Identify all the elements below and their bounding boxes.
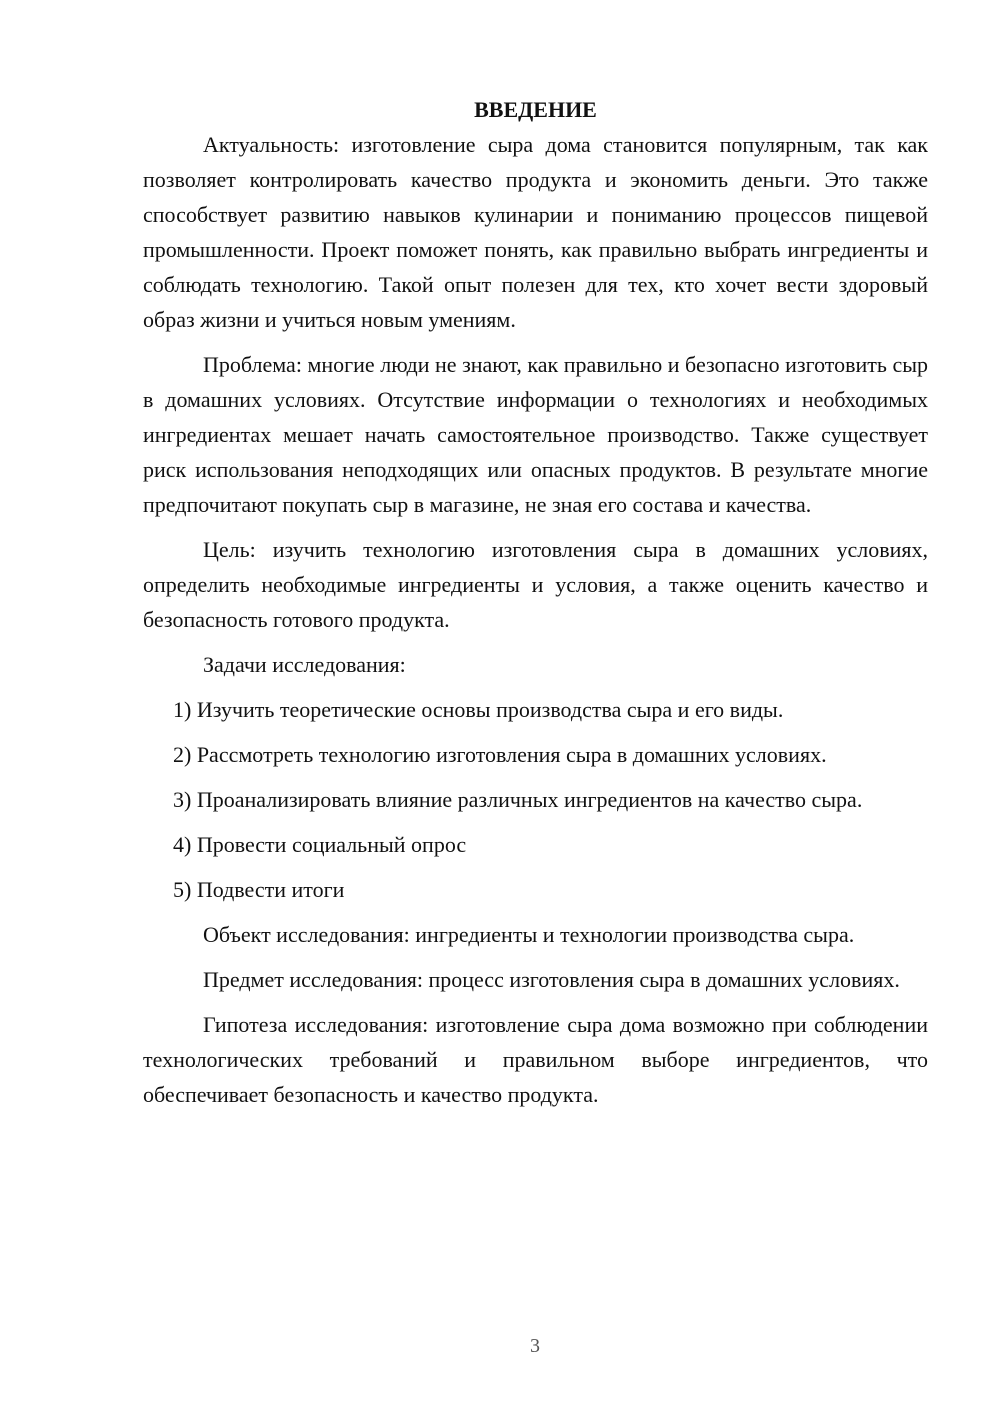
relevance-paragraph: Актуальность: изготовление сыра дома становится популярным, так как позволяет контролировать качество продукта и экономить деньги. Это также способствует развитию навыков кулинарии и пониманию процессов пищевой промышленности. Проект поможет понять, как правильно выбрать ингредиенты и соблюдать технологию. Такой опыт полезен для тех, кто хочет вести здоровый образ жизни и учиться новым умениям. — [143, 132, 928, 332]
task-item-5: 5) Подвести итоги — [173, 877, 345, 902]
task-item-4: 4) Провести социальный опрос — [173, 832, 467, 857]
goal-paragraph: Цель: изучить технологию изготовления сыра в домашних условиях, определить необходимые ингредиенты и условия, а также оценить качество и безопасность готового продукта. — [143, 537, 928, 632]
task-item-1: 1) Изучить теоретические основы производства сыра и его виды. — [173, 697, 784, 722]
subject-paragraph: Предмет исследования: процесс изготовления сыра в домашних условиях. — [203, 967, 900, 992]
problem-paragraph: Проблема: многие люди не знают, как правильно и безопасно изготовить сыр в домашних условиях. Отсутствие информации о технологиях и необходимых ингредиентах мешает начать самостоятельное производство. Также существует риск использования неподходящих или опасных продуктов. В результате многие предпочитают покупать сыр в магазине, не зная его состава и качества. — [143, 352, 928, 517]
object-paragraph: Объект исследования: ингредиенты и технологии производства сыра. — [203, 922, 855, 947]
document-page — [143, 92, 928, 1122]
page-number: 3 — [530, 1335, 540, 1357]
tasks-title: Задачи исследования: — [203, 652, 406, 677]
section-heading: ВВЕДЕНИЕ — [474, 97, 597, 122]
task-item-3: 3) Проанализировать влияние различных ингредиентов на качество сыра. — [173, 787, 863, 812]
task-item-2: 2) Рассмотреть технологию изготовления сыра в домашних условиях. — [173, 742, 827, 767]
hypothesis-paragraph: Гипотеза исследования: изготовление сыра дома возможно при соблюдении технологических требований и правильном выборе ингредиентов, что обеспечивает безопасность и качество продукта. — [143, 1012, 928, 1107]
